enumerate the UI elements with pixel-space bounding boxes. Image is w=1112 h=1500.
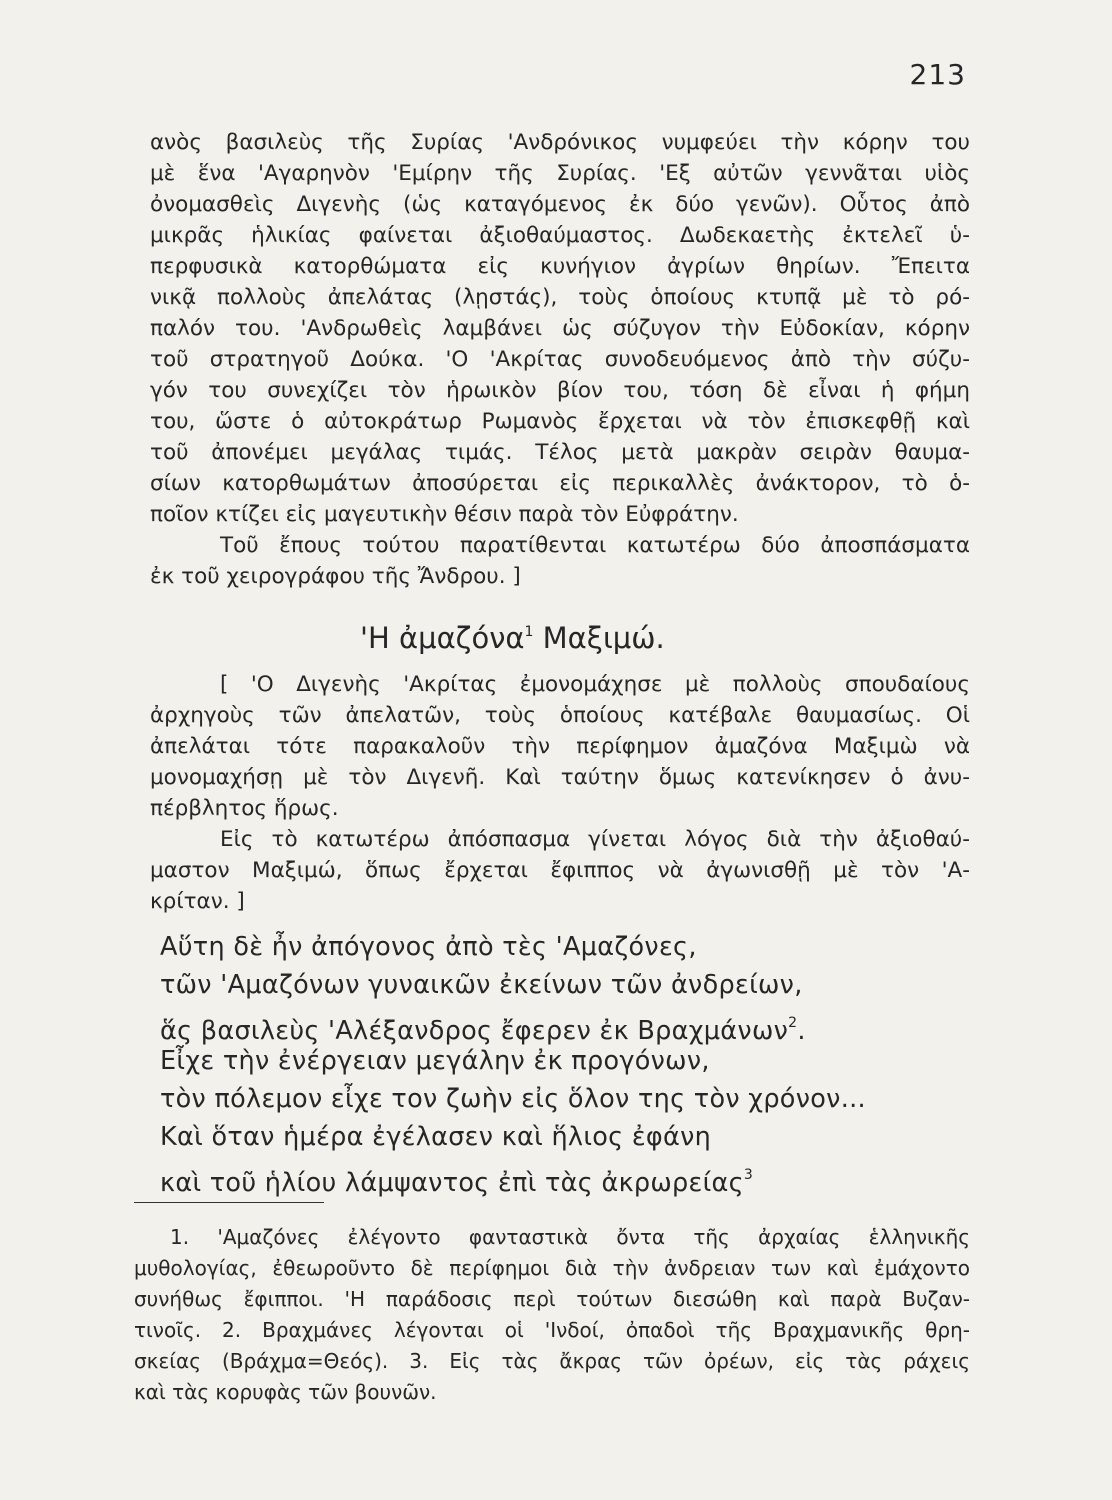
intro-line: γόν του συνεχίζει τὸν ἡρωικὸν βίον του, τόση δὲ εἶναι ἡ φήμη bbox=[150, 378, 970, 403]
footnote-ref: 3 bbox=[743, 1167, 754, 1183]
footnote-line: σκείας (Βράχμα=Θεός). 3. Εἰς τὰς ἄκρας τῶν ὀρέων, εἰς τὰς ράχεις bbox=[134, 1349, 970, 1373]
intro-line: σίων κατορθωμάτων ἀποσύρεται εἰς περικαλλὲς ἀνάκτορον, τὸ ὁ- bbox=[150, 471, 970, 496]
intro-line: μὲ ἕνα 'Αγαρηνὸν 'Εμίρην τῆς Συρίας. 'Εξ αὐτῶν γεννᾶται υἱὸς bbox=[150, 161, 970, 186]
summary-line: ἀρχηγοὺς τῶν ἀπελατῶν, τοὺς ὁποίους κατέβαλε θαυμασίως. Οἱ bbox=[150, 703, 970, 728]
intro-line: μικρᾶς ἡλικίας φαίνεται ἀξιοθαύμαστος. Δωδεκαετὴς ἐκτελεῖ ὑ- bbox=[150, 223, 970, 248]
intro-line: παλόν του. 'Ανδρωθεὶς λαμβάνει ὡς σύζυγον τὴν Εὐδοκίαν, κόρην bbox=[150, 316, 970, 341]
footnote-line: 1. 'Αμαζόνες ἐλέγοντο φανταστικὰ ὄντα τῆς ἀρχαίας ἑλληνικῆς bbox=[170, 1225, 970, 1249]
summary-line: Εἰς τὸ κατωτέρω ἀπόσπασμα γίνεται λόγος διὰ τὴν ἀξιοθαύ- bbox=[220, 827, 970, 852]
summary-line: [ 'Ο Διγενὴς 'Ακρίτας ἐμονομάχησε μὲ πολλοὺς σπουδαίους bbox=[220, 672, 970, 697]
intro-line: τοῦ ἀπονέμει μεγάλας τιμάς. Τέλος μετὰ μακρὰν σειρὰν θαυμα- bbox=[150, 440, 970, 465]
footnote-line: καὶ τὰς κορυφὰς τῶν βουνῶν. bbox=[134, 1380, 437, 1404]
intro-line: νικᾷ πολλοὺς ἀπελάτας (λῃστάς), τοὺς ὁποίους κτυπᾷ μὲ τὸ ρό- bbox=[150, 285, 970, 310]
verse-line: καὶ τοῦ ἡλίου λάμψαντος ἐπὶ τὰς ἀκρωρείας$^3$ bbox=[160, 1167, 754, 1198]
intro-line: Τοῦ ἔπους τούτου παρατίθενται κατωτέρω δύο ἀποσπάσματα bbox=[220, 533, 970, 558]
page-number: 213 bbox=[909, 58, 966, 91]
intro-line: ανὸς βασιλεὺς τῆς Συρίας 'Ανδρόνικος νυμφεύει τὴν κόρην του bbox=[150, 130, 970, 155]
summary-line: ἀπελάται τότε παρακαλοῦν τὴν περίφημον ἀμαζόνα Μαξιμὼ νὰ bbox=[150, 734, 970, 759]
section-heading: 'Η ἀμαζόνα$^1$ Μαξιμώ. bbox=[360, 621, 665, 655]
intro-line: τοῦ στρατηγοῦ Δούκα. 'Ο 'Ακρίτας συνοδευόμενος ἀπὸ τὴν σύζυ- bbox=[150, 347, 970, 372]
footnote-line: μυθολογίας, ἐθεωροῦντο δὲ περίφημοι διὰ τὴν ἀνδρειαν των καὶ ἐμάχοντο bbox=[134, 1256, 970, 1280]
intro-line: ὀνομασθεὶς Διγενὴς (ὡς καταγόμενος ἐκ δύο γενῶν). Οὗτος ἀπὸ bbox=[150, 192, 970, 217]
intro-line: ἐκ τοῦ χειρογράφου τῆς Ἄνδρου. ] bbox=[150, 564, 521, 589]
verse-line: Καὶ ὅταν ἡμέρα ἐγέλασεν καὶ ἥλιος ἐφάνη bbox=[160, 1122, 712, 1152]
verse-line: τῶν 'Αμαζόνων γυναικῶν ἐκείνων τῶν ἀνδρείων, bbox=[160, 970, 803, 1000]
footnote-line: συνήθως ἔφιπποι. 'Η παράδοσις περὶ τούτων διεσώθη καὶ παρὰ Βυζαν- bbox=[134, 1287, 970, 1311]
intro-line: περφυσικὰ κατορθώματα εἰς κυνήγιον ἀγρίων θηρίων. Ἔπειτα bbox=[150, 254, 970, 279]
footnote-ref: 2 bbox=[788, 1015, 798, 1031]
summary-line: πέρβλητος ἥρως. bbox=[150, 796, 339, 821]
footnote-divider bbox=[134, 1202, 324, 1203]
verse-line: Εἶχε τὴν ἐνέργειαν μεγάλην ἐκ προγόνων, bbox=[160, 1046, 710, 1076]
verse-line: Αὕτη δὲ ἦν ἀπόγονος ἀπὸ τὲς 'Αμαζόνες, bbox=[160, 932, 697, 962]
footnote-line: τινοῖς. 2. Βραχμάνες λέγονται οἱ 'Ινδοί, ὀπαδοὶ τῆς Βραχμανικῆς θρη- bbox=[134, 1318, 970, 1342]
footnote-ref: 1 bbox=[524, 624, 534, 640]
summary-line: μαστον Μαξιμώ, ὅπως ἔρχεται ἔφιππος νὰ ἀγωνισθῇ μὲ τὸν 'Α- bbox=[150, 858, 970, 883]
verse-line: ἅς βασιλεὺς 'Αλέξανδρος ἔφερεν ἐκ Βραχμάνων$^2$. bbox=[160, 1015, 806, 1046]
intro-line: ποῖον κτίζει εἰς μαγευτικὴν θέσιν παρὰ τὸν Εὐφράτην. bbox=[150, 502, 739, 527]
summary-line: μονομαχήσῃ μὲ τὸν Διγενῆ. Καὶ ταύτην ὅμως κατενίκησεν ὁ ἀνυ- bbox=[150, 765, 970, 790]
summary-line: κρίταν. ] bbox=[150, 889, 245, 914]
verse-line: τὸν πόλεμον εἶχε τον ζωὴν εἰς ὅλον της τὸν χρόνον... bbox=[160, 1084, 866, 1114]
intro-line: του, ὥστε ὁ αὐτοκράτωρ Ρωμανὸς ἔρχεται νὰ τὸν ἐπισκεφθῇ καὶ bbox=[150, 409, 970, 434]
